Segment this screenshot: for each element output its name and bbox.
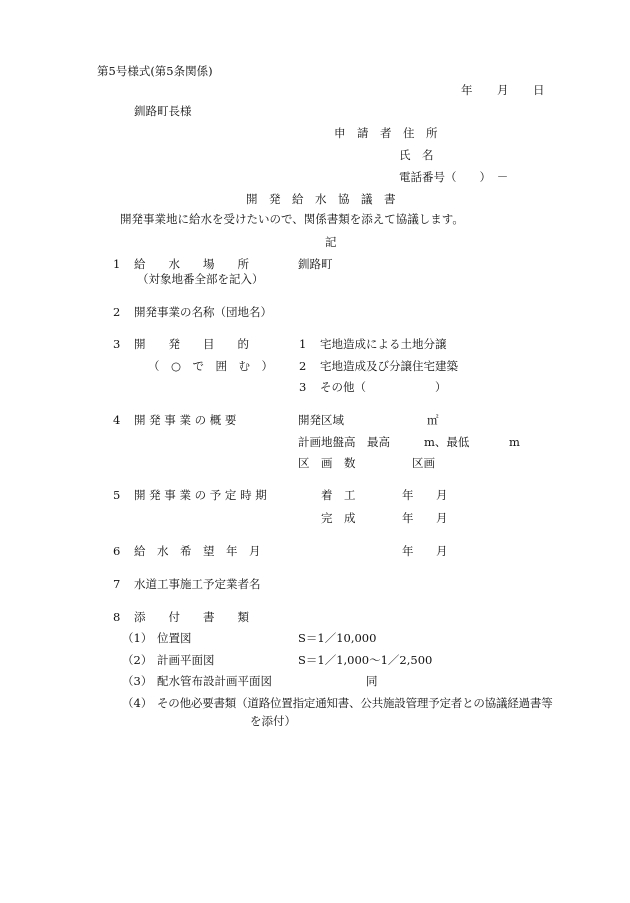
item-4-number: 4 [113,413,121,427]
item-3-number: 3 [113,337,121,351]
applicant-phone-label: 電話番号（ ） － [399,170,509,184]
height-max-unit: m、最低 [424,435,470,449]
doc-4-name: その他必要書類（道路位置指定通知書、公共施設管理予定者との協議経過書等 [157,696,553,710]
purpose-option-1-number: 1 [299,337,307,351]
item-3-note: （ ○ で 囲 む ） [148,359,274,373]
item-5-number: 5 [113,488,121,502]
area-label: 開発区域 [298,413,344,427]
lots-label: 区 画 数 [298,456,356,470]
item-6-number: 6 [113,544,121,558]
item-3-label: 開 発 目 的 [134,337,249,351]
item-1-value: 釧路町 [298,257,333,271]
item-2-label: 開発事業の名称（団地名） [134,305,272,319]
purpose-option-3-text: その他（ ） [320,380,447,394]
doc-4-continuation: を添付） [250,714,296,728]
document-title: 開 発 給 水 協 議 書 [246,192,396,206]
supply-month-label: 月 [436,544,448,558]
doc-1-number: （1） [122,631,153,645]
date-day-label: 日 [533,83,545,97]
item-4-label: 開 発 事 業 の 概 要 [134,413,237,427]
item-7-label: 水道工事施工予定業者名 [134,577,261,591]
purpose-option-2-text: 宅地造成及び分譲住宅建築 [320,359,458,373]
supply-year-label: 年 [402,544,414,558]
doc-1-name: 位置図 [157,631,192,645]
finish-label: 完 成 [321,511,356,525]
height-min-unit: m [509,435,520,449]
start-month-label: 月 [436,488,448,502]
start-year-label: 年 [402,488,414,502]
start-label: 着 工 [321,488,356,502]
form-number: 第5号様式(第5条関係) [97,64,213,78]
date-month-label: 月 [497,83,509,97]
intro-text: 開発事業地に給水を受けたいので、関係書類を添えて協議します。 [120,212,464,226]
ki-heading: 記 [325,235,337,249]
item-8-label: 添 付 書 類 [134,610,249,624]
purpose-option-1-text: 宅地造成による土地分譲 [320,337,447,351]
purpose-option-3-number: 3 [299,380,307,394]
finish-month-label: 月 [436,511,448,525]
item-6-label: 給 水 希 望 年 月 [134,544,261,558]
area-unit: ㎡ [427,413,439,427]
item-1-label: 給 水 場 所 [134,257,249,271]
lots-unit: 区画 [412,456,435,470]
item-2-number: 2 [113,305,121,319]
purpose-option-2-number: 2 [299,359,307,373]
item-1-note: （対象地番全部を記入） [137,272,264,286]
doc-3-scale: 同 [366,674,378,688]
height-label: 計画地盤高 最高 [298,435,390,449]
doc-3-number: （3） [122,674,153,688]
addressee: 釧路町長様 [134,104,192,118]
doc-4-number: （4） [122,696,153,710]
doc-2-scale: S＝1／1,000～1／2,500 [298,653,433,667]
finish-year-label: 年 [402,511,414,525]
doc-2-name: 計画平面図 [157,653,215,667]
item-7-number: 7 [113,577,121,591]
applicant-name-label: 氏 名 [399,148,434,162]
item-8-number: 8 [113,610,121,624]
doc-3-name: 配水管布設計画平面図 [157,674,272,688]
item-5-label: 開 発 事 業 の 予 定 時 期 [134,488,267,502]
doc-2-number: （2） [122,653,153,667]
item-1-number: 1 [113,257,121,271]
applicant-address-label: 申 請 者 住 所 [334,126,438,140]
date-year-label: 年 [461,83,473,97]
doc-1-scale: S＝1／10,000 [298,631,377,645]
